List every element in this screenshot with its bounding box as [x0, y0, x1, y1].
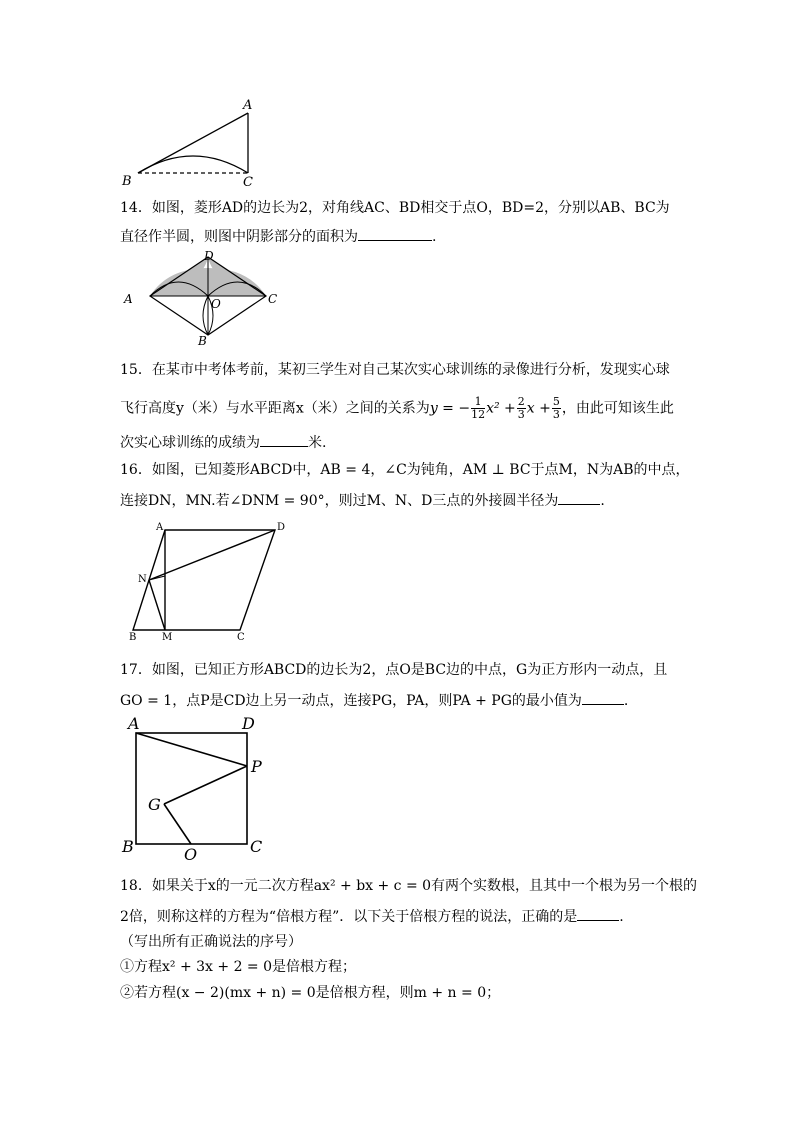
question-14-line-1: 14．如图，菱形AD的边长为2，对角线AC、BD相交于点O，BD=2，分别以AB、BC为 — [120, 200, 670, 216]
label-M: M — [162, 632, 173, 643]
question-15-line-1: 15．在某市中考体考前，某初三学生对自己某次实心球训练的录像进行分析，发现实心球 — [120, 362, 670, 378]
question-18-item-2: ②若方程(x − 2)(mx + n) = 0是倍根方程，则m + n = 0； — [120, 985, 501, 1001]
label-N: N — [138, 574, 147, 585]
label-B: B — [198, 334, 207, 348]
question-16-line-1: 16．如图，已知菱形ABCD中，AB = 4，∠C为钝角，AM ⊥ BC于点M，N为AB的中点， — [120, 462, 690, 478]
label-O: O — [211, 297, 221, 311]
label-D: D — [204, 249, 214, 263]
figure-17 — [118, 712, 278, 862]
label-D: D — [277, 522, 286, 533]
label-D: D — [242, 714, 255, 733]
question-18-line-1: 18．如果关于x的一元二次方程ax² + bx + c = 0有两个实数根，且其中一个根为另一个根的 — [120, 878, 698, 894]
label-G: G — [148, 795, 161, 814]
answer-blank[interactable] — [577, 906, 619, 921]
question-17-line-2: GO = 1，点P是CD边上另一动点，连接PG，PA，则PA + PG的最小值为 . — [120, 690, 628, 711]
answer-blank[interactable] — [358, 226, 432, 241]
label-A: A — [124, 292, 133, 306]
question-18-line-3: （写出所有正确说法的序号） — [120, 934, 302, 950]
figure-16 — [125, 518, 300, 643]
answer-blank[interactable] — [582, 690, 624, 705]
question-17-line-1: 17．如图，已知正方形ABCD的边长为2，点O是BC边的中点，G为正方形内一动点，且 — [120, 662, 668, 678]
question-18-line-2: 2倍，则称这样的方程为“倍根方程”．以下关于倍根方程的说法，正确的是 . — [120, 906, 624, 927]
fraction-2: $\frac{2}{3}$ — [517, 395, 525, 421]
label-P: P — [251, 757, 262, 776]
label-O: O — [184, 845, 198, 862]
label-A: A — [128, 714, 140, 733]
question-15-line-2: 飞行高度y（米）与水平距离x（米）之间的关系为y = − $\frac{1}{12}$ x² + $\frac{2}{3}$ x + $\frac{5}{3}$ ，由此可知该生此 — [120, 395, 674, 421]
question-16-line-2: 连接DN，MN.若∠DNM = 90°，则过M、N、D三点的外接圆半径为 . — [120, 490, 605, 511]
fraction-1: $\frac{1}{12}$ — [471, 395, 486, 421]
label-B: B — [122, 174, 132, 187]
fraction-3: $\frac{5}{3}$ — [552, 395, 560, 421]
answer-blank[interactable] — [260, 432, 308, 447]
figure-14 — [118, 248, 288, 348]
question-18-item-1: ①方程x² + 3x + 2 = 0是倍根方程； — [120, 959, 357, 975]
label-C: C — [250, 837, 263, 856]
question-15-line-3: 次实心球训练的成绩为 米. — [120, 432, 326, 453]
label-A: A — [243, 98, 253, 113]
question-14-line-2: 直径作半圆，则图中阴影部分的面积为 . — [120, 226, 436, 247]
label-C: C — [243, 175, 253, 187]
label-B: B — [122, 837, 134, 856]
label-C: C — [237, 632, 245, 643]
answer-blank[interactable] — [558, 490, 600, 505]
label-A: A — [156, 522, 164, 533]
figure-13 — [118, 95, 268, 187]
label-B: B — [129, 632, 137, 643]
label-C: C — [268, 292, 278, 306]
